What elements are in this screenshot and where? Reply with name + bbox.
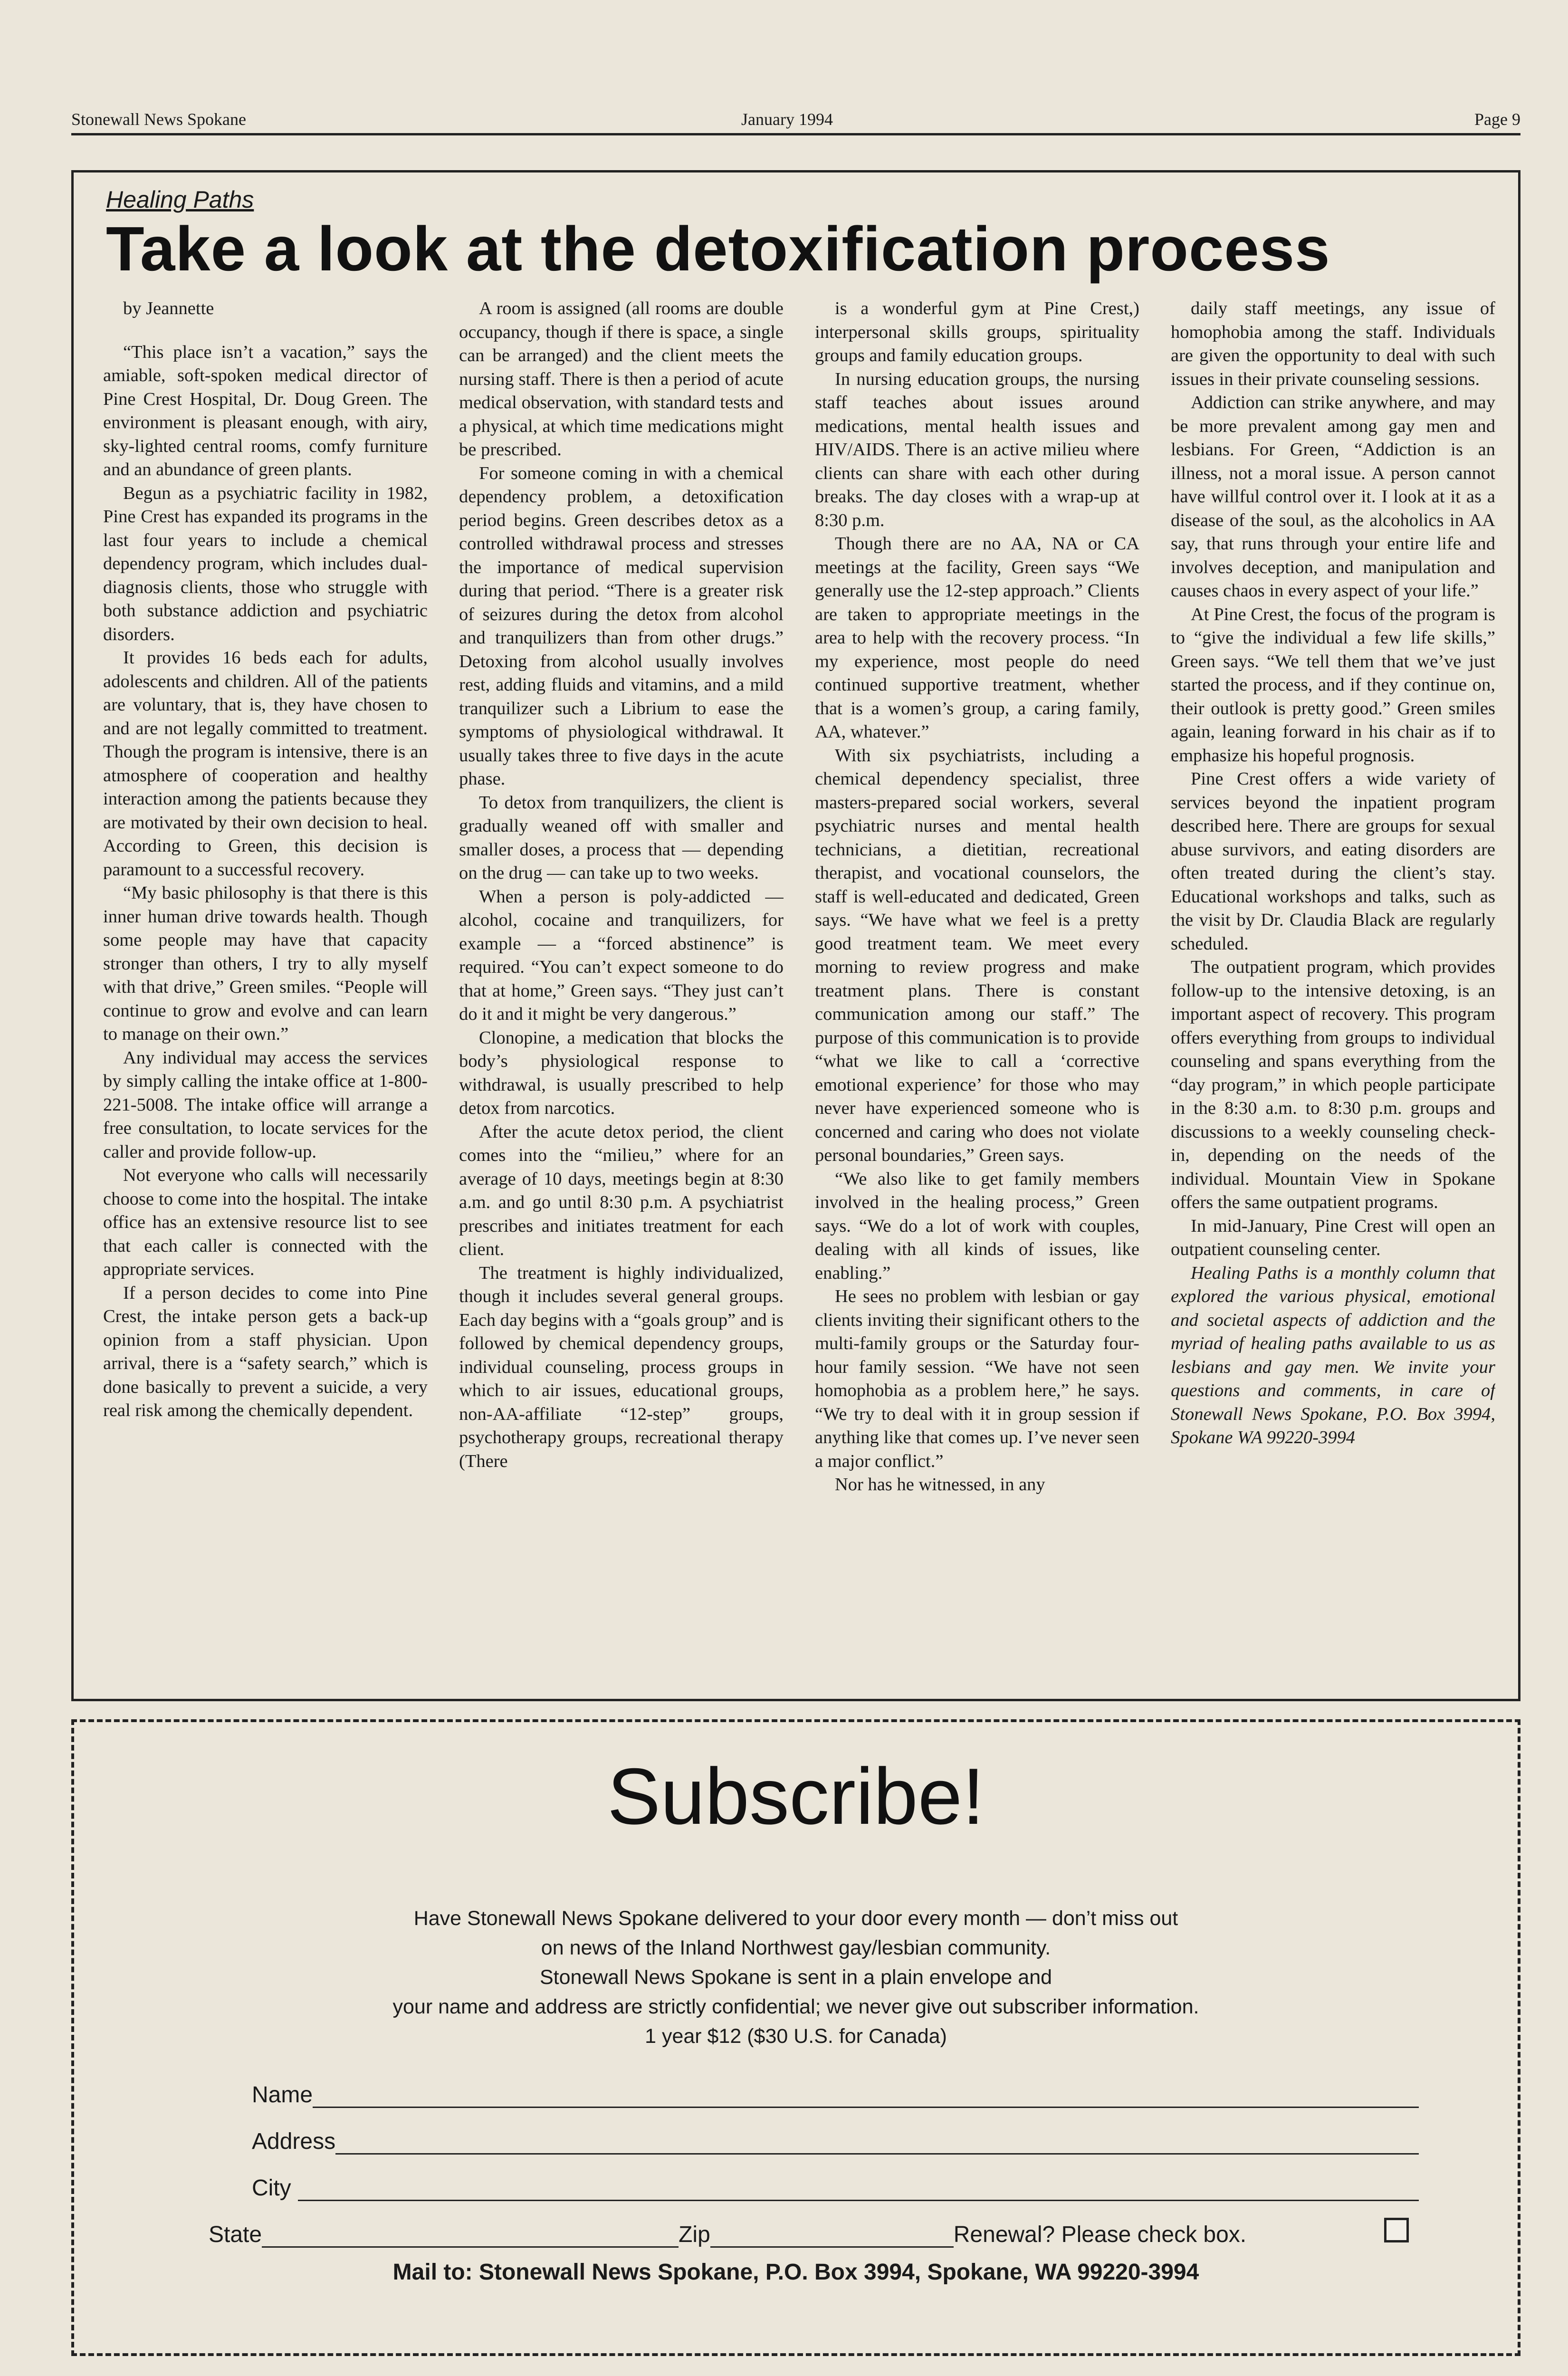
paragraph: Addiction can strike anywhere, and may be more prevalent among gay men and lesbians. For Green, “Addiction is an illness, not a moral issue. A person cannot have willful control over it. I look at it as a disease of the soul, as the alcoholics in AA say, that runs through your entire life and involves deception, and manipulation and causes chaos in every aspect of your life.” [1171,393,1495,601]
paragraph: “My basic philosophy is that there is this inner human drive towards health. Though some people may have that capacity stronger than others, I try to ally myself with that drive,” Green smiles. “People will continue to grow and evolve and can learn to manage on their own.” [103,883,428,1044]
subscribe-coupon [71,1719,1520,2356]
paragraph: Any individual may access the services by simply calling the intake office at 1-800-221-5008. The intake office will arrange a free consultation, to locate services for the caller and provide follow-up. [103,1047,428,1162]
paragraph: In nursing education groups, the nursing staff teaches about issues around medications, mental health issues and HIV/AIDS. There is an active milieu where clients can share with each other during breaks. The day closes with a wrap-up at 8:30 p.m. [815,369,1139,530]
paragraph: Pine Crest offers a wide variety of services beyond the inpatient program described here. There are groups for sexual abuse survivors, and eating disorders are often treated during the client’s stay. Educational workshops and talks, such as the visit by Dr. Claudia Black are regularly scheduled. [1171,769,1495,954]
state-zip-row [209,2218,1377,2248]
state-label: State [209,2222,262,2247]
zip-label: Zip [679,2222,710,2247]
address-label: Address [252,2129,336,2154]
address-field[interactable] [335,2134,1419,2155]
city-field[interactable] [298,2181,1419,2201]
paragraph: With six psychiatrists, including a chemical dependency specialist, three masters-prepared social workers, several psychiatric nurses and mental health technicians, a dietitian, recreational therapist, and vocational counselors, the staff is well-educated and dedicated, Green says. “We have what we feel is a pretty good treatment team. We meet every morning to review progress and make treatment plans. There is constant communication among our staff.” The purpose of this communication is to provide “what we like to call a ‘corrective emotional experience’ for those who may never have experienced someone who is concerned and caring who does not violate personal boundaries,” Green says. [815,745,1139,1165]
byline: by Jeannette [123,298,214,318]
article-columns [103,297,1495,1689]
subscribe-line: your name and address are strictly confidential; we never give out subscriber information. [392,1995,1199,2018]
renewal-checkbox[interactable] [1384,2218,1409,2242]
page-number: Page 9 [1474,110,1520,129]
article-headline: Take a look at the detoxification process [106,214,1330,284]
paragraph: is a wonderful gym at Pine Crest,) interpersonal skills groups, spirituality groups and family education groups. [815,298,1139,365]
paragraph: He sees no problem with lesbian or gay clients inviting their significant others to the multi-family groups or the Saturday four-hour family session. “We have not seen homophobia as a problem here,” he says. “We try to deal with it in group session if anything like that comes up. I’ve never seen a major conflict.” [815,1286,1139,1471]
mailing-address: Mail to: Stonewall News Spokane, P.O. Box 3994, Spokane, WA 99220-3994 [392,2260,1199,2285]
paragraph: It provides 16 beds each for adults, adolescents and children. All of the patients are voluntary, that is, they have chosen to and are not legally committed to treatment. Though the program is intensive, there is an atmosphere of cooperation and healthy interaction among the patients because they are motivated by their own decision to heal. According to Green, this decision is paramount to a successful recovery. [103,648,428,880]
subscribe-title: Subscribe! [607,1752,985,1841]
paragraph: Nor has he witnessed, in any [835,1475,1045,1495]
paragraph: Begun as a psychiatric facility in 1982, Pine Crest has expanded its programs in the last four years to include a chemical dependency program, which includes dual-diagnosis clients, those who struggle with both substance addiction and psychiatric disorders. [103,483,428,644]
paragraph: To detox from tranquilizers, the client is gradually weaned off with smaller and smaller doses, a process that — depending on the drug — can take up to two weeks. [459,792,784,883]
subscribe-price: 1 year $12 ($30 U.S. for Canada) [645,2025,947,2048]
paragraph: In mid-January, Pine Crest will open an outpatient counseling center. [1171,1216,1495,1259]
paragraph: When a person is poly-addicted — alcohol, cocaine and tranquilizers, for example — a “forced abstinence” is required. “You can’t expect someone to do that at home,” Green says. “They just can’t do it and it might be very dangerous.” [459,886,784,1024]
zip-field[interactable] [710,2227,954,2248]
city-row [252,2172,1419,2201]
name-label: Name [252,2082,313,2108]
article-box [71,170,1520,1701]
address-row [252,2125,1419,2155]
paragraph: The outpatient program, which provides follow-up to the intensive detoxing, is an important aspect of recovery. This program offers everything from groups to individual counseling and spans everything from the “day program,” in which people participate in the 8:30 a.m. to 8:30 p.m. groups and discussions to a weekly counseling check-in, depending on the needs of the individual. Mountain View in Spokane offers the same outpatient programs. [1171,957,1495,1212]
paragraph: The treatment is highly individualized, though it includes several general groups. Each day begins with a “goals group” and is followed by chemical dependency groups, individual counseling, process groups in which to air issues, educational groups, non-AA-affiliate “12-step” groups, psychotherapy groups, recreational therapy (There [459,1263,784,1471]
paragraph: If a person decides to come into Pine Crest, the intake person gets a back-up opinion from a staff physician. Upon arrival, there is a “safety search,” which is done basically to prevent a suicide, a very real risk among the chemically dependent. [103,1283,428,1420]
subscribe-description [74,1904,1518,2051]
subscribe-line: Have Stonewall News Spokane delivered to your door every month — don’t miss out [413,1907,1178,1930]
paragraph: A room is assigned (all rooms are double occupancy, though if there is space, a single can be arranged) and the client meets the nursing staff. There is then a period of acute medical observation, with standard tests and a physical, at which time medications might be prescribed. [459,298,784,460]
subscribe-line: Stonewall News Spokane is sent in a plain envelope and [539,1966,1052,1989]
paragraph: Not everyone who calls will necessarily choose to come into the hospital. The intake office has an extensive resource list to see that each caller is connected with the appropriate services. [103,1165,428,1279]
paragraph: For someone coming in with a chemical dependency problem, a detoxification period begins. Green describes detox as a controlled withdrawal process and stresses the importance of medical supervision during that period. “There is a greater risk of seizures during the detox from alcohol and tranquilizers than from other drugs.” Detoxing from alcohol usually involves rest, adding fluids and vitamins, and a mild tranquilizer such a Librium to ease the symptoms of physiological withdrawal. It usually takes three to five days in the acute phase. [459,463,784,789]
paragraph: After the acute detox period, the client comes into the “milieu,” where for an average of 10 days, meetings begin at 8:30 a.m. and go until 8:30 p.m. A psychiatrist prescribes and initiates treatment for each client. [459,1121,784,1259]
name-row [252,2079,1419,2108]
subscribe-line: on news of the Inland Northwest gay/lesbian community. [541,1936,1051,1959]
publication-name: Stonewall News Spokane [71,110,246,129]
article-column-2 [459,297,784,1689]
renewal-label: Renewal? Please check box. [953,2222,1247,2247]
paragraph: daily staff meetings, any issue of homophobia among the staff. Individuals are given the opportunity to deal with such issues in their private counseling sessions. [1171,298,1495,389]
article-column-4 [1171,297,1495,1689]
paragraph: Though there are no AA, NA or CA meetings at the facility, Green says “We generally use the 12-step approach.” Clients are taken to appropriate meetings in the area to help with the recovery process. “In my experience, most people do need continued supportive treatment, whether that is a women’s group, a caring family, AA, whatever.” [815,534,1139,742]
page-header [71,108,1520,135]
paragraph: At Pine Crest, the focus of the program is to “give the individual a few life skills,” Green says. “We tell them that we’ve just started the process, and if they continue on, their outlook is pretty good.” Green smiles again, leaning forward in his chair as if to emphasize his hopeful prognosis. [1171,604,1495,766]
column-endnote: Healing Paths is a monthly column that explored the various physical, emotional and societal aspects of addiction and the myriad of healing paths available to us as lesbians and gay men. We invite your questions and comments, in care of Stonewall News Spokane, P.O. Box 3994, Spokane WA 99220-3994 [1171,1263,1495,1447]
article-column-3 [815,297,1139,1689]
column-kicker: Healing Paths [106,186,254,213]
paragraph: “This place isn’t a vacation,” says the amiable, soft-spoken medical director of Pine Crest Hospital, Dr. Doug Green. The environment is pleasant enough, with airy, sky-lighted central rooms, comfy furniture and an abundance of green plants. [103,342,428,479]
paragraph: “We also like to get family members involved in the healing process,” Green says. “We do a lot of work with couples, dealing with all kinds of issues, like enabling.” [815,1169,1139,1283]
city-label: City [252,2175,291,2201]
paragraph: Clonopine, a medication that blocks the body’s physiological response to withdrawal, is usually prescribed to help detox from narcotics. [459,1027,784,1118]
issue-date: January 1994 [741,110,833,129]
name-field[interactable] [313,2088,1419,2108]
state-field[interactable] [262,2227,679,2248]
article-column-1 [103,297,428,1689]
